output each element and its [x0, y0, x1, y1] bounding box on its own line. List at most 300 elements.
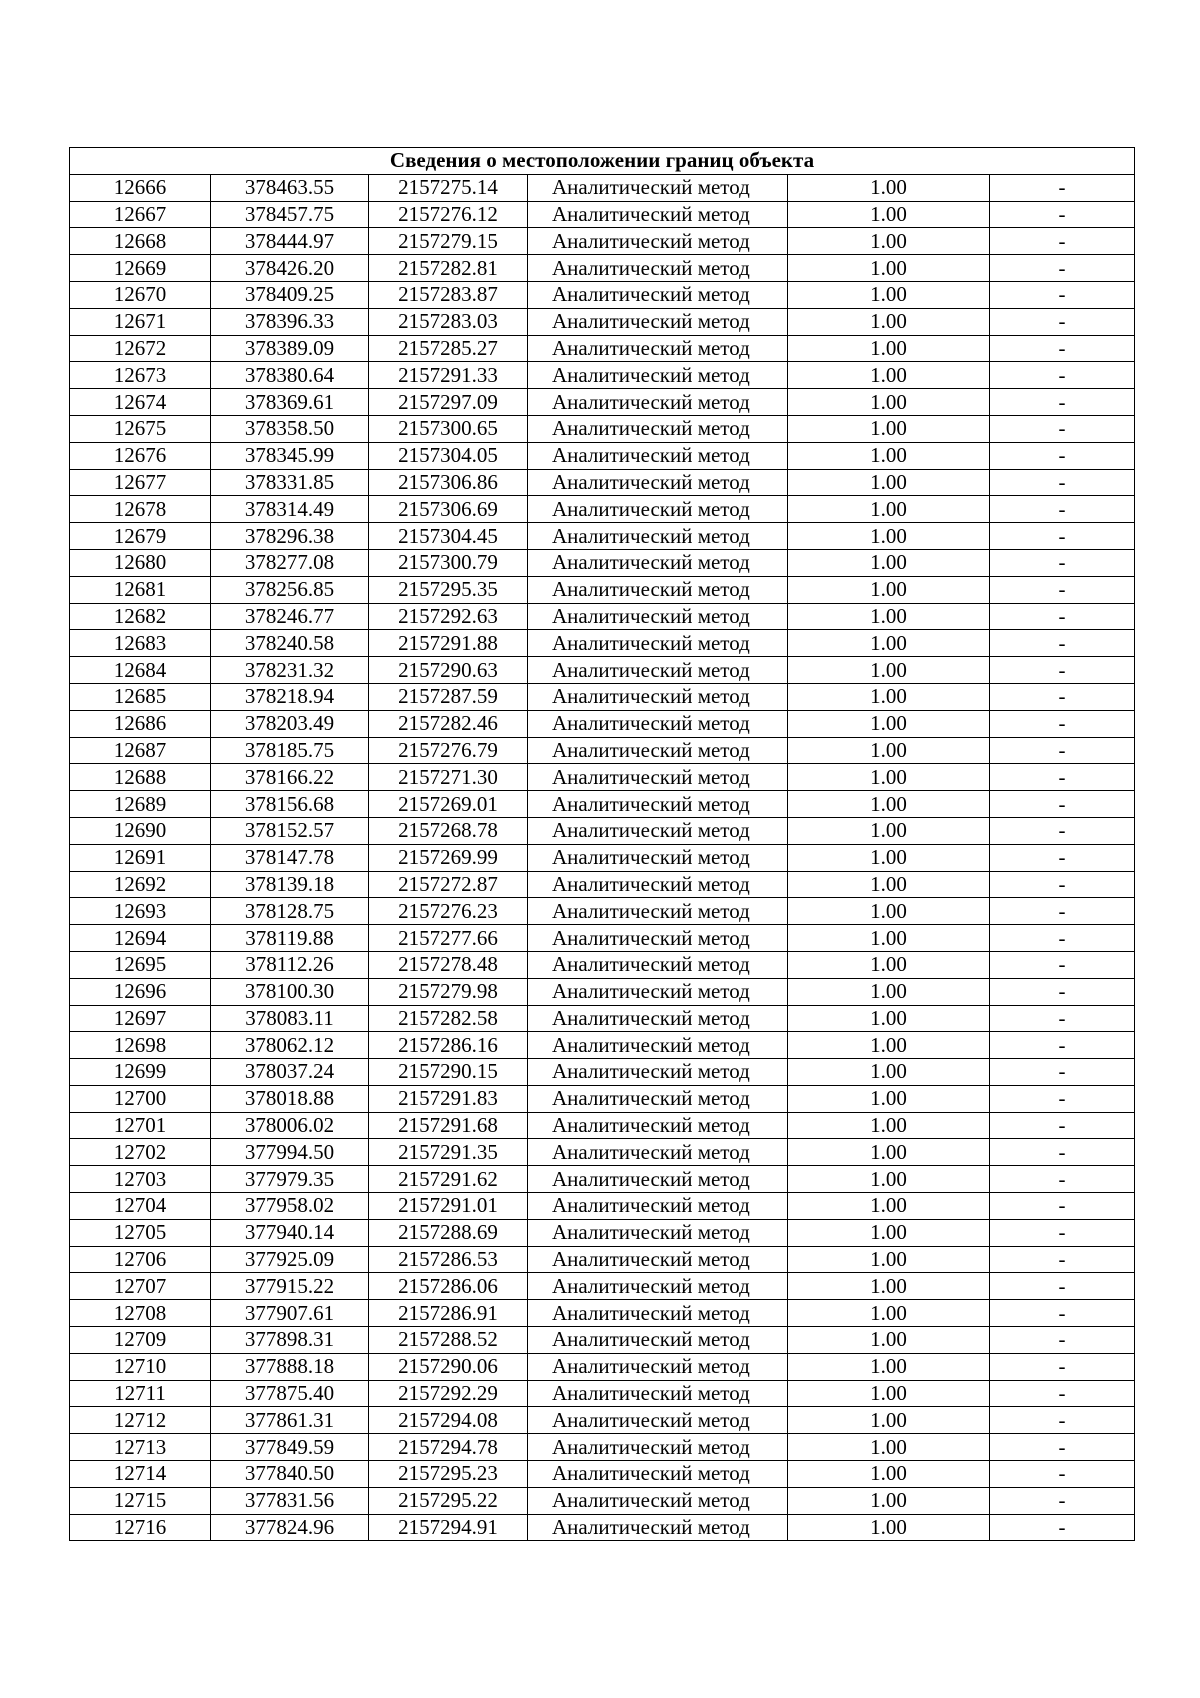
description-cell: - [990, 255, 1135, 282]
accuracy-cell: 1.00 [788, 1246, 990, 1273]
x-coordinate-cell: 378389.09 [211, 335, 369, 362]
method-cell: Аналитический метод [528, 925, 788, 952]
point-number-cell: 12689 [70, 791, 211, 818]
point-number-cell: 12713 [70, 1434, 211, 1461]
method-cell: Аналитический метод [528, 1434, 788, 1461]
y-coordinate-cell: 2157295.35 [369, 576, 528, 603]
method-cell: Аналитический метод [528, 1461, 788, 1488]
y-coordinate-cell: 2157291.62 [369, 1166, 528, 1193]
x-coordinate-cell: 378358.50 [211, 415, 369, 442]
table-row [70, 791, 1135, 818]
point-number-cell: 12676 [70, 442, 211, 469]
method-cell: Аналитический метод [528, 228, 788, 255]
y-coordinate-cell: 2157271.30 [369, 764, 528, 791]
point-number-cell: 12685 [70, 683, 211, 710]
description-cell: - [990, 523, 1135, 550]
table-row [70, 603, 1135, 630]
table-row [70, 1407, 1135, 1434]
point-number-cell: 12673 [70, 362, 211, 389]
description-cell: - [990, 1407, 1135, 1434]
y-coordinate-cell: 2157276.79 [369, 737, 528, 764]
x-coordinate-cell: 377958.02 [211, 1193, 369, 1220]
table-row [70, 1461, 1135, 1488]
accuracy-cell: 1.00 [788, 737, 990, 764]
point-number-cell: 12688 [70, 764, 211, 791]
x-coordinate-cell: 378277.08 [211, 549, 369, 576]
accuracy-cell: 1.00 [788, 389, 990, 416]
x-coordinate-cell: 377940.14 [211, 1219, 369, 1246]
accuracy-cell: 1.00 [788, 1300, 990, 1327]
description-cell: - [990, 1112, 1135, 1139]
table-row [70, 1005, 1135, 1032]
table-row [70, 362, 1135, 389]
description-cell: - [990, 1032, 1135, 1059]
method-cell: Аналитический метод [528, 415, 788, 442]
x-coordinate-cell: 378100.30 [211, 978, 369, 1005]
point-number-cell: 12680 [70, 549, 211, 576]
table-row [70, 415, 1135, 442]
accuracy-cell: 1.00 [788, 469, 990, 496]
y-coordinate-cell: 2157283.03 [369, 308, 528, 335]
x-coordinate-cell: 378231.32 [211, 657, 369, 684]
description-cell: - [990, 925, 1135, 952]
y-coordinate-cell: 2157295.23 [369, 1461, 528, 1488]
method-cell: Аналитический метод [528, 603, 788, 630]
method-cell: Аналитический метод [528, 1300, 788, 1327]
table-row [70, 1139, 1135, 1166]
method-cell: Аналитический метод [528, 1005, 788, 1032]
point-number-cell: 12675 [70, 415, 211, 442]
description-cell: - [990, 281, 1135, 308]
table-row [70, 925, 1135, 952]
y-coordinate-cell: 2157286.06 [369, 1273, 528, 1300]
accuracy-cell: 1.00 [788, 1059, 990, 1086]
method-cell: Аналитический метод [528, 201, 788, 228]
description-cell: - [990, 1461, 1135, 1488]
method-cell: Аналитический метод [528, 174, 788, 201]
y-coordinate-cell: 2157300.79 [369, 549, 528, 576]
y-coordinate-cell: 2157294.91 [369, 1514, 528, 1541]
x-coordinate-cell: 378409.25 [211, 281, 369, 308]
y-coordinate-cell: 2157269.99 [369, 844, 528, 871]
x-coordinate-cell: 377915.22 [211, 1273, 369, 1300]
y-coordinate-cell: 2157285.27 [369, 335, 528, 362]
accuracy-cell: 1.00 [788, 362, 990, 389]
accuracy-cell: 1.00 [788, 523, 990, 550]
accuracy-cell: 1.00 [788, 871, 990, 898]
description-cell: - [990, 737, 1135, 764]
y-coordinate-cell: 2157269.01 [369, 791, 528, 818]
x-coordinate-cell: 378018.88 [211, 1085, 369, 1112]
document-page [69, 147, 1134, 1541]
accuracy-cell: 1.00 [788, 1193, 990, 1220]
x-coordinate-cell: 377907.61 [211, 1300, 369, 1327]
point-number-cell: 12684 [70, 657, 211, 684]
table-body [70, 174, 1135, 1541]
y-coordinate-cell: 2157294.08 [369, 1407, 528, 1434]
table-row [70, 1246, 1135, 1273]
table-row [70, 1487, 1135, 1514]
x-coordinate-cell: 377861.31 [211, 1407, 369, 1434]
x-coordinate-cell: 378037.24 [211, 1059, 369, 1086]
accuracy-cell: 1.00 [788, 1434, 990, 1461]
method-cell: Аналитический метод [528, 1273, 788, 1300]
y-coordinate-cell: 2157275.14 [369, 174, 528, 201]
method-cell: Аналитический метод [528, 549, 788, 576]
method-cell: Аналитический метод [528, 1139, 788, 1166]
y-coordinate-cell: 2157286.16 [369, 1032, 528, 1059]
point-number-cell: 12667 [70, 201, 211, 228]
table-row [70, 1300, 1135, 1327]
table-row [70, 549, 1135, 576]
point-number-cell: 12708 [70, 1300, 211, 1327]
table-row [70, 1353, 1135, 1380]
method-cell: Аналитический метод [528, 1246, 788, 1273]
method-cell: Аналитический метод [528, 1514, 788, 1541]
x-coordinate-cell: 378152.57 [211, 817, 369, 844]
table-row [70, 389, 1135, 416]
table-row [70, 1112, 1135, 1139]
method-cell: Аналитический метод [528, 281, 788, 308]
x-coordinate-cell: 378083.11 [211, 1005, 369, 1032]
description-cell: - [990, 898, 1135, 925]
y-coordinate-cell: 2157291.83 [369, 1085, 528, 1112]
point-number-cell: 12707 [70, 1273, 211, 1300]
accuracy-cell: 1.00 [788, 496, 990, 523]
description-cell: - [990, 791, 1135, 818]
table-row [70, 201, 1135, 228]
point-number-cell: 12683 [70, 630, 211, 657]
y-coordinate-cell: 2157290.06 [369, 1353, 528, 1380]
description-cell: - [990, 308, 1135, 335]
y-coordinate-cell: 2157291.35 [369, 1139, 528, 1166]
y-coordinate-cell: 2157282.58 [369, 1005, 528, 1032]
accuracy-cell: 1.00 [788, 764, 990, 791]
description-cell: - [990, 1327, 1135, 1354]
x-coordinate-cell: 377831.56 [211, 1487, 369, 1514]
y-coordinate-cell: 2157294.78 [369, 1434, 528, 1461]
table-row [70, 1273, 1135, 1300]
table-row [70, 817, 1135, 844]
description-cell: - [990, 415, 1135, 442]
x-coordinate-cell: 378112.26 [211, 951, 369, 978]
point-number-cell: 12709 [70, 1327, 211, 1354]
x-coordinate-cell: 378345.99 [211, 442, 369, 469]
table-row [70, 1032, 1135, 1059]
x-coordinate-cell: 377898.31 [211, 1327, 369, 1354]
table-row [70, 1327, 1135, 1354]
x-coordinate-cell: 378240.58 [211, 630, 369, 657]
x-coordinate-cell: 377994.50 [211, 1139, 369, 1166]
description-cell: - [990, 549, 1135, 576]
accuracy-cell: 1.00 [788, 925, 990, 952]
accuracy-cell: 1.00 [788, 1327, 990, 1354]
table-row [70, 281, 1135, 308]
point-number-cell: 12705 [70, 1219, 211, 1246]
y-coordinate-cell: 2157282.46 [369, 710, 528, 737]
x-coordinate-cell: 377979.35 [211, 1166, 369, 1193]
table-row [70, 737, 1135, 764]
point-number-cell: 12668 [70, 228, 211, 255]
point-number-cell: 12666 [70, 174, 211, 201]
table-title: Сведения о местоположении границ объекта [70, 148, 1135, 175]
y-coordinate-cell: 2157291.01 [369, 1193, 528, 1220]
accuracy-cell: 1.00 [788, 710, 990, 737]
method-cell: Аналитический метод [528, 1380, 788, 1407]
x-coordinate-cell: 378062.12 [211, 1032, 369, 1059]
accuracy-cell: 1.00 [788, 1407, 990, 1434]
x-coordinate-cell: 378203.49 [211, 710, 369, 737]
x-coordinate-cell: 378457.75 [211, 201, 369, 228]
method-cell: Аналитический метод [528, 657, 788, 684]
method-cell: Аналитический метод [528, 951, 788, 978]
method-cell: Аналитический метод [528, 362, 788, 389]
point-number-cell: 12674 [70, 389, 211, 416]
point-number-cell: 12702 [70, 1139, 211, 1166]
accuracy-cell: 1.00 [788, 1487, 990, 1514]
table-row [70, 657, 1135, 684]
x-coordinate-cell: 378128.75 [211, 898, 369, 925]
point-number-cell: 12681 [70, 576, 211, 603]
description-cell: - [990, 1193, 1135, 1220]
y-coordinate-cell: 2157291.68 [369, 1112, 528, 1139]
accuracy-cell: 1.00 [788, 1273, 990, 1300]
table-row [70, 1193, 1135, 1220]
method-cell: Аналитический метод [528, 737, 788, 764]
x-coordinate-cell: 377824.96 [211, 1514, 369, 1541]
accuracy-cell: 1.00 [788, 201, 990, 228]
accuracy-cell: 1.00 [788, 1166, 990, 1193]
description-cell: - [990, 1300, 1135, 1327]
table-row [70, 442, 1135, 469]
method-cell: Аналитический метод [528, 898, 788, 925]
table-title-row [70, 148, 1135, 175]
x-coordinate-cell: 378314.49 [211, 496, 369, 523]
x-coordinate-cell: 377840.50 [211, 1461, 369, 1488]
accuracy-cell: 1.00 [788, 1032, 990, 1059]
point-number-cell: 12669 [70, 255, 211, 282]
method-cell: Аналитический метод [528, 1353, 788, 1380]
method-cell: Аналитический метод [528, 978, 788, 1005]
y-coordinate-cell: 2157297.09 [369, 389, 528, 416]
accuracy-cell: 1.00 [788, 1380, 990, 1407]
method-cell: Аналитический метод [528, 1112, 788, 1139]
accuracy-cell: 1.00 [788, 951, 990, 978]
description-cell: - [990, 389, 1135, 416]
accuracy-cell: 1.00 [788, 817, 990, 844]
point-number-cell: 12693 [70, 898, 211, 925]
description-cell: - [990, 496, 1135, 523]
accuracy-cell: 1.00 [788, 415, 990, 442]
description-cell: - [990, 1380, 1135, 1407]
x-coordinate-cell: 378444.97 [211, 228, 369, 255]
point-number-cell: 12699 [70, 1059, 211, 1086]
y-coordinate-cell: 2157286.91 [369, 1300, 528, 1327]
description-cell: - [990, 603, 1135, 630]
point-number-cell: 12678 [70, 496, 211, 523]
method-cell: Аналитический метод [528, 791, 788, 818]
table-row [70, 496, 1135, 523]
x-coordinate-cell: 378369.61 [211, 389, 369, 416]
x-coordinate-cell: 377925.09 [211, 1246, 369, 1273]
description-cell: - [990, 1219, 1135, 1246]
method-cell: Аналитический метод [528, 1407, 788, 1434]
method-cell: Аналитический метод [528, 255, 788, 282]
accuracy-cell: 1.00 [788, 281, 990, 308]
point-number-cell: 12672 [70, 335, 211, 362]
point-number-cell: 12679 [70, 523, 211, 550]
y-coordinate-cell: 2157272.87 [369, 871, 528, 898]
description-cell: - [990, 1005, 1135, 1032]
method-cell: Аналитический метод [528, 817, 788, 844]
method-cell: Аналитический метод [528, 1059, 788, 1086]
description-cell: - [990, 951, 1135, 978]
description-cell: - [990, 1059, 1135, 1086]
point-number-cell: 12682 [70, 603, 211, 630]
accuracy-cell: 1.00 [788, 657, 990, 684]
y-coordinate-cell: 2157291.33 [369, 362, 528, 389]
table-row [70, 978, 1135, 1005]
y-coordinate-cell: 2157290.63 [369, 657, 528, 684]
description-cell: - [990, 362, 1135, 389]
x-coordinate-cell: 377849.59 [211, 1434, 369, 1461]
description-cell: - [990, 630, 1135, 657]
x-coordinate-cell: 378119.88 [211, 925, 369, 952]
y-coordinate-cell: 2157295.22 [369, 1487, 528, 1514]
x-coordinate-cell: 378463.55 [211, 174, 369, 201]
point-number-cell: 12690 [70, 817, 211, 844]
point-number-cell: 12696 [70, 978, 211, 1005]
point-number-cell: 12706 [70, 1246, 211, 1273]
accuracy-cell: 1.00 [788, 335, 990, 362]
table-row [70, 844, 1135, 871]
method-cell: Аналитический метод [528, 630, 788, 657]
table-row [70, 951, 1135, 978]
table-row [70, 683, 1135, 710]
method-cell: Аналитический метод [528, 1032, 788, 1059]
description-cell: - [990, 576, 1135, 603]
table-row [70, 469, 1135, 496]
table-row [70, 523, 1135, 550]
description-cell: - [990, 978, 1135, 1005]
table-row [70, 898, 1135, 925]
description-cell: - [990, 710, 1135, 737]
accuracy-cell: 1.00 [788, 978, 990, 1005]
y-coordinate-cell: 2157283.87 [369, 281, 528, 308]
y-coordinate-cell: 2157300.65 [369, 415, 528, 442]
x-coordinate-cell: 378166.22 [211, 764, 369, 791]
description-cell: - [990, 469, 1135, 496]
point-number-cell: 12716 [70, 1514, 211, 1541]
accuracy-cell: 1.00 [788, 174, 990, 201]
description-cell: - [990, 1085, 1135, 1112]
description-cell: - [990, 228, 1135, 255]
description-cell: - [990, 335, 1135, 362]
accuracy-cell: 1.00 [788, 308, 990, 335]
y-coordinate-cell: 2157276.23 [369, 898, 528, 925]
table-row [70, 764, 1135, 791]
y-coordinate-cell: 2157279.98 [369, 978, 528, 1005]
table-row [70, 1059, 1135, 1086]
point-number-cell: 12712 [70, 1407, 211, 1434]
table-row [70, 1380, 1135, 1407]
method-cell: Аналитический метод [528, 576, 788, 603]
method-cell: Аналитический метод [528, 764, 788, 791]
method-cell: Аналитический метод [528, 1487, 788, 1514]
method-cell: Аналитический метод [528, 469, 788, 496]
y-coordinate-cell: 2157268.78 [369, 817, 528, 844]
method-cell: Аналитический метод [528, 335, 788, 362]
x-coordinate-cell: 378246.77 [211, 603, 369, 630]
description-cell: - [990, 817, 1135, 844]
table-row [70, 1219, 1135, 1246]
point-number-cell: 12694 [70, 925, 211, 952]
y-coordinate-cell: 2157277.66 [369, 925, 528, 952]
x-coordinate-cell: 378396.33 [211, 308, 369, 335]
description-cell: - [990, 844, 1135, 871]
point-number-cell: 12703 [70, 1166, 211, 1193]
point-number-cell: 12700 [70, 1085, 211, 1112]
description-cell: - [990, 1434, 1135, 1461]
accuracy-cell: 1.00 [788, 603, 990, 630]
accuracy-cell: 1.00 [788, 255, 990, 282]
table-row [70, 871, 1135, 898]
accuracy-cell: 1.00 [788, 630, 990, 657]
boundary-coordinates-table [69, 147, 1135, 1541]
point-number-cell: 12697 [70, 1005, 211, 1032]
point-number-cell: 12698 [70, 1032, 211, 1059]
table-row [70, 228, 1135, 255]
method-cell: Аналитический метод [528, 523, 788, 550]
point-number-cell: 12715 [70, 1487, 211, 1514]
table-row [70, 630, 1135, 657]
method-cell: Аналитический метод [528, 1193, 788, 1220]
accuracy-cell: 1.00 [788, 1112, 990, 1139]
y-coordinate-cell: 2157306.69 [369, 496, 528, 523]
accuracy-cell: 1.00 [788, 442, 990, 469]
description-cell: - [990, 1514, 1135, 1541]
method-cell: Аналитический метод [528, 710, 788, 737]
point-number-cell: 12695 [70, 951, 211, 978]
accuracy-cell: 1.00 [788, 791, 990, 818]
y-coordinate-cell: 2157304.05 [369, 442, 528, 469]
table-row [70, 308, 1135, 335]
point-number-cell: 12711 [70, 1380, 211, 1407]
accuracy-cell: 1.00 [788, 576, 990, 603]
accuracy-cell: 1.00 [788, 844, 990, 871]
x-coordinate-cell: 378296.38 [211, 523, 369, 550]
description-cell: - [990, 871, 1135, 898]
table-row [70, 1514, 1135, 1541]
table-row [70, 576, 1135, 603]
y-coordinate-cell: 2157292.63 [369, 603, 528, 630]
description-cell: - [990, 1166, 1135, 1193]
description-cell: - [990, 764, 1135, 791]
x-coordinate-cell: 378156.68 [211, 791, 369, 818]
description-cell: - [990, 201, 1135, 228]
accuracy-cell: 1.00 [788, 1139, 990, 1166]
accuracy-cell: 1.00 [788, 1353, 990, 1380]
y-coordinate-cell: 2157291.88 [369, 630, 528, 657]
table-row [70, 710, 1135, 737]
accuracy-cell: 1.00 [788, 898, 990, 925]
description-cell: - [990, 1487, 1135, 1514]
y-coordinate-cell: 2157288.52 [369, 1327, 528, 1354]
accuracy-cell: 1.00 [788, 228, 990, 255]
accuracy-cell: 1.00 [788, 1085, 990, 1112]
y-coordinate-cell: 2157288.69 [369, 1219, 528, 1246]
point-number-cell: 12671 [70, 308, 211, 335]
